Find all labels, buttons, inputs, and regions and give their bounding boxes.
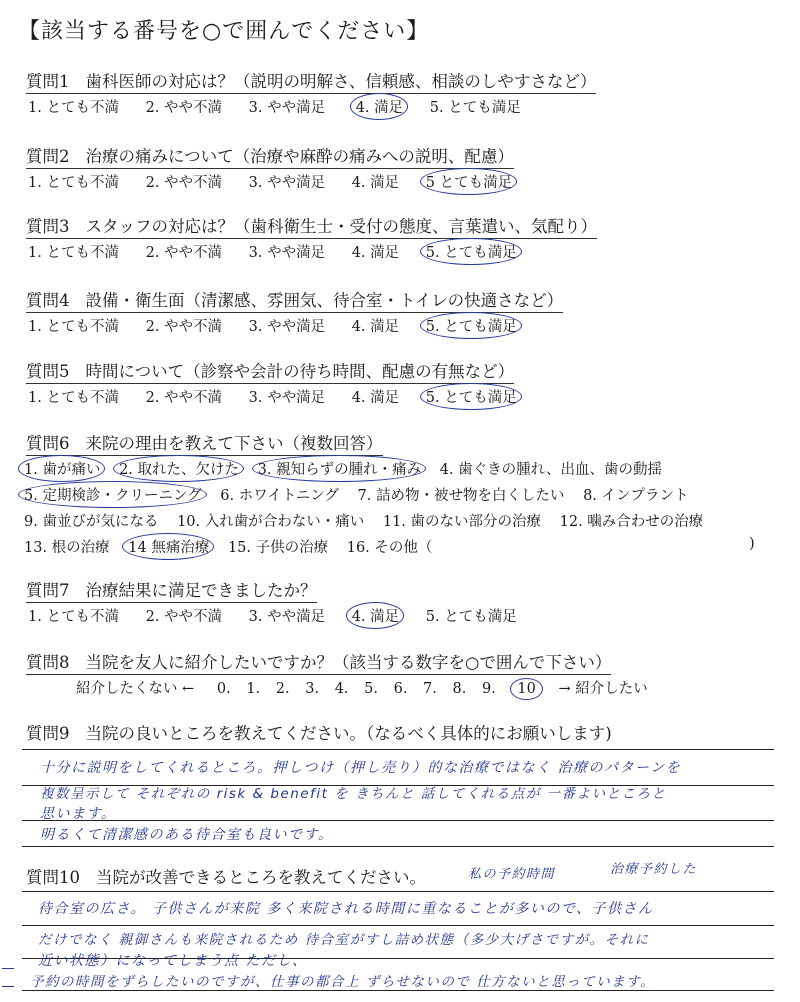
other-close-paren: )	[749, 536, 755, 552]
option[interactable]: 4. 満足	[351, 175, 400, 191]
option[interactable]: 11. 歯のない部分の治療	[382, 514, 542, 530]
option[interactable]: 3. やや満足	[248, 390, 326, 406]
circled-mark: 14 無痛治療	[128, 536, 209, 557]
scale-low-label: 紹介したくない ←	[76, 681, 195, 697]
option[interactable]: 1. とても不満	[28, 390, 119, 406]
handwritten-insert-note: 治療予約した	[610, 862, 698, 877]
option[interactable]: 10. 入れ歯が合わない・痛い	[177, 514, 365, 530]
question-7-heading	[26, 577, 317, 603]
option-selected[interactable]	[24, 484, 202, 505]
question-1-heading	[26, 68, 596, 94]
survey-title: 【該当する番号を○で囲んでください】	[18, 19, 430, 44]
question-4-heading	[26, 287, 563, 313]
question-text: 当院の良いところを教えてください。（なるべく具体的にお願いします)	[85, 724, 612, 743]
option[interactable]: 2. やや不満	[145, 100, 223, 116]
question-1-options	[28, 96, 543, 117]
margin-mark	[2, 968, 14, 969]
question-text: 設備・衛生面（清潔感、雰囲気、待合室・トイレの快適さなど）	[85, 291, 564, 310]
question-text: 治療の痛みについて（治療や麻酔の痛みへの説明、配慮）	[85, 147, 514, 166]
option[interactable]: 2. やや不満	[145, 390, 223, 406]
answer-line	[22, 891, 774, 892]
option[interactable]: 4. 歯ぐきの腫れ、出血、歯の動揺	[439, 462, 662, 478]
question-2-options	[28, 171, 534, 192]
answer-line	[22, 925, 774, 926]
option[interactable]: 9. 歯並びが気になる	[24, 514, 159, 530]
question-6-row-1	[24, 458, 676, 479]
scale-3[interactable]: 3.	[305, 681, 320, 697]
answer-line	[22, 820, 774, 821]
scale-7[interactable]: 7.	[423, 681, 437, 697]
question-6-heading	[26, 430, 383, 456]
option-selected[interactable]	[426, 315, 517, 336]
option-selected[interactable]	[426, 386, 517, 407]
option-selected[interactable]	[119, 458, 239, 479]
circled-mark: 5. 定期検診・クリーニング	[24, 484, 202, 505]
handwritten-answer-line: だけでなく 親御さんも来院されるため 待合室がすし詰め状態（多少大げさですが。それに	[38, 932, 650, 948]
circled-mark: 1. 歯が痛い	[24, 458, 100, 479]
scale-8[interactable]: 8.	[452, 681, 467, 697]
question-6-row-3	[24, 510, 717, 531]
scale-10-selected[interactable]: 10	[517, 681, 536, 697]
question-text: 治療結果に満足できましたか？	[85, 581, 317, 600]
option[interactable]: 6. ホワイトニング	[220, 488, 339, 504]
option-other[interactable]: 16. その他（	[346, 540, 433, 556]
question-number: 質問7	[26, 581, 70, 600]
handwritten-answer-line: 複数呈示して それぞれの risk & benefit を きちんと 話してくれる点が 一番よいところと	[40, 786, 667, 802]
circled-mark: 4. 満足	[356, 96, 403, 117]
option[interactable]: 3. やや満足	[248, 100, 326, 116]
option-selected[interactable]	[426, 171, 512, 192]
question-number: 質問4	[26, 291, 70, 310]
scale-1[interactable]: 1.	[246, 681, 261, 697]
question-number: 質問10	[26, 868, 80, 887]
question-3-heading	[26, 213, 597, 239]
option-selected[interactable]	[426, 241, 517, 262]
option[interactable]: 1. とても不満	[28, 609, 119, 625]
option-selected[interactable]	[128, 536, 209, 557]
circled-mark: 5. とても満足	[426, 386, 517, 407]
handwritten-insert-note: 私の予約時間	[468, 867, 556, 882]
handwritten-answer-line: 十分に説明をしてくれるところ。押しつけ（押し売り）的な治療ではなく 治療のパターンを	[40, 760, 682, 776]
option[interactable]: 1. とても不満	[28, 245, 119, 261]
option[interactable]: 1. とても不満	[28, 175, 119, 191]
option[interactable]: 3. やや満足	[248, 175, 326, 191]
option-selected[interactable]	[352, 605, 399, 626]
question-text: 時間について（診察や会計の待ち時間、配慮の有無など）	[85, 362, 515, 381]
question-number: 質問1	[26, 72, 70, 91]
option[interactable]: 2. やや不満	[145, 175, 223, 191]
scale-2[interactable]: 2.	[275, 681, 290, 697]
question-number: 質問8	[26, 653, 70, 672]
question-number: 質問5	[26, 362, 70, 381]
circled-mark: 3. 親知らずの腫れ・痛み	[258, 458, 421, 479]
question-3-options	[28, 241, 539, 262]
option-selected[interactable]	[356, 96, 403, 117]
option-selected[interactable]	[24, 458, 100, 479]
question-text: 当院を友人に紹介したいですか？（該当する数字を○で囲んで下さい）	[85, 653, 612, 672]
option[interactable]: 4. 満足	[351, 319, 400, 335]
answer-line	[22, 990, 774, 991]
question-number: 質問2	[26, 147, 70, 166]
question-text: スタッフの対応は？（歯科衛生士・受付の態度、言葉遣い、気配り）	[85, 217, 597, 236]
circled-mark: 5. とても満足	[426, 241, 517, 262]
question-5-options	[28, 386, 539, 407]
option[interactable]: 3. やや満足	[248, 609, 326, 625]
option-selected[interactable]	[258, 458, 421, 479]
option[interactable]: 15. 子供の治療	[227, 540, 329, 556]
recommend-scale	[76, 677, 659, 698]
question-number: 質問6	[26, 434, 70, 453]
question-4-options	[28, 315, 539, 336]
question-9-heading	[26, 720, 612, 744]
scale-9[interactable]: 9.	[481, 681, 496, 697]
handwritten-answer-line: 思います。	[40, 806, 117, 822]
handwritten-answer-line: 明るくて清潔感のある待合室も良いです。	[40, 827, 334, 843]
option[interactable]: 7. 詰め物・被せ物を白くしたい	[357, 488, 565, 504]
question-text: 来院の理由を教えて下さい（複数回答）	[85, 434, 383, 453]
answer-line	[22, 749, 774, 750]
scale-0[interactable]: 0.	[216, 681, 231, 697]
option[interactable]: 8. インプラント	[583, 488, 689, 504]
question-10-heading	[26, 864, 426, 888]
question-6-row-2	[24, 484, 703, 505]
option[interactable]: 5. とても満足	[429, 100, 521, 116]
question-6-row-4	[24, 536, 764, 557]
handwritten-answer-line: 待合室の広さ。 子供さんが来院 多く来院される時間に重なることが多いので、子供さん	[38, 901, 654, 917]
handwritten-answer-line: 予約の時間をずらしたいのですが、仕事の都合上 ずらせないので 仕方ないと思っています。	[30, 974, 656, 990]
option[interactable]: 12. 噛み合わせの治療	[559, 514, 704, 530]
circled-mark: 5. とても満足	[426, 315, 517, 336]
option[interactable]: 13. 根の治療	[24, 540, 110, 556]
scale-high-label: → 紹介したい	[558, 681, 648, 697]
scale-6[interactable]: 6.	[393, 681, 408, 697]
option[interactable]: 3. やや満足	[248, 245, 326, 261]
answer-line	[22, 846, 774, 847]
option[interactable]: 1. とても不満	[28, 100, 119, 116]
margin-mark	[2, 986, 14, 987]
question-7-options	[28, 605, 539, 626]
option[interactable]: 4. 満足	[351, 245, 400, 261]
question-text: 歯科医師の対応は？（説明の明解さ、信頼感、相談のしやすさなど）	[85, 72, 597, 91]
question-number: 質問3	[26, 217, 70, 236]
option[interactable]: 4. 満足	[351, 390, 400, 406]
handwritten-answer-line: 近い状態）になってしまう点 ただし、	[38, 953, 308, 969]
circled-mark: 5 とても満足	[426, 171, 512, 192]
question-2-heading	[26, 143, 514, 169]
option[interactable]: 2. やや不満	[145, 245, 223, 261]
circled-mark: 2. 取れた、欠けた	[119, 458, 239, 479]
scale-4[interactable]: 4.	[334, 681, 349, 697]
question-number: 質問9	[26, 724, 70, 743]
question-text: 当院が改善できるところを教えてください。	[96, 868, 426, 887]
option[interactable]: 2. やや不満	[145, 609, 223, 625]
option[interactable]: 5. とても満足	[425, 609, 517, 625]
question-5-heading	[26, 358, 514, 384]
question-8-heading	[26, 649, 611, 675]
option[interactable]: 2. やや不満	[145, 319, 223, 335]
circled-mark: 4. 満足	[352, 605, 399, 626]
option[interactable]: 1. とても不満	[28, 319, 119, 335]
scale-5[interactable]: 5.	[364, 681, 378, 697]
option[interactable]: 3. やや満足	[248, 319, 326, 335]
